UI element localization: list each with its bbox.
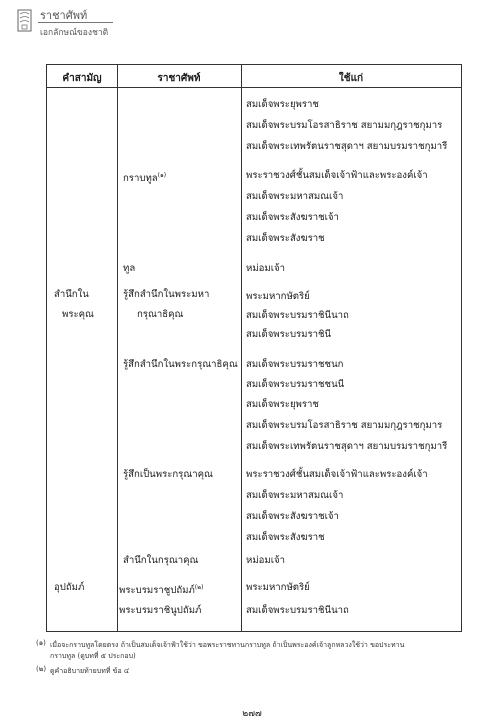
column-divider bbox=[241, 65, 242, 631]
usage-line: สมเด็จพระบรมราชินี bbox=[246, 329, 332, 340]
header-divider bbox=[38, 22, 113, 23]
usage-line: สมเด็จพระเทพรัตนราชสุดาฯ สยามบรมราชกุมารี bbox=[246, 441, 448, 452]
footnote-text: ดูคำอธิบายท้ายบทที่ ข้อ ๔ bbox=[50, 667, 130, 675]
usage-line: พระราชวงศ์ชั้นสมเด็จเจ้าฟ้าและพระองค์เจ้า bbox=[246, 469, 428, 480]
royal-term: สำนึกในกรุณาคุณ bbox=[123, 555, 199, 566]
usage-line: หม่อมเจ้า bbox=[246, 555, 286, 566]
usage-line: สมเด็จพระสังฆราชเจ้า bbox=[246, 212, 339, 223]
usage-line: พระมหากษัตริย์ bbox=[246, 291, 310, 302]
royal-vocabulary-table bbox=[46, 64, 462, 632]
book-subtitle: เอกลักษณ์ของชาติ bbox=[40, 28, 109, 38]
column-header-usage: ใช้แก่ bbox=[338, 73, 364, 84]
page-number: ๒๗๗ bbox=[242, 709, 262, 719]
column-header-common: คำสามัญ bbox=[62, 73, 102, 84]
royal-term: พระบรมราชูปถัมภ์$^{(๒)}$ bbox=[119, 584, 204, 597]
usage-line: สมเด็จพระมหาสมณเจ้า bbox=[246, 490, 344, 501]
footnote-mark: (๑) bbox=[36, 639, 46, 647]
royal-term: กรุณาธิคุณ bbox=[137, 309, 184, 320]
royal-term: กราบทูล$^{(๑)}$ bbox=[123, 172, 167, 185]
usage-line: สมเด็จพระยุพราช bbox=[246, 99, 319, 110]
footnote-text: เมื่อจะกราบทูลโดยตรง ถ้าเป็นสมเด็จเจ้าฟ้าใช้ว่า ขอพระราชทานกราบทูล ถ้าเป็นพระองค์เจ้าลูกหลวงใช้ว่า ขอประทาน bbox=[50, 641, 405, 649]
usage-line: พระราชวงศ์ชั้นสมเด็จเจ้าฟ้าและพระองค์เจ้า bbox=[246, 170, 428, 181]
usage-line: สมเด็จพระบรมราชินีนาถ bbox=[246, 605, 349, 616]
usage-line: สมเด็จพระมหาสมณเจ้า bbox=[246, 191, 344, 202]
usage-line: สมเด็จพระสังฆราชเจ้า bbox=[246, 511, 339, 522]
usage-line: พระมหากษัตริย์ bbox=[246, 582, 310, 593]
royal-term: รู้สึกเป็นพระกรุณาคุณ bbox=[123, 469, 213, 480]
column-divider bbox=[117, 65, 118, 631]
royal-term: รู้สึกสำนึกในพระกรุณาธิคุณ bbox=[123, 359, 238, 370]
usage-line: สมเด็จพระเทพรัตนราชสุดาฯ สยามบรมราชกุมารี bbox=[246, 141, 448, 152]
column-header-royal: ราชาศัพท์ bbox=[157, 73, 201, 84]
usage-line: สมเด็จพระบรมราชินีนาถ bbox=[246, 310, 349, 321]
usage-line: สมเด็จพระสังฆราช bbox=[246, 532, 325, 543]
footnote-ref: (๑) bbox=[157, 172, 167, 179]
usage-line: สมเด็จพระบรมโอรสาธิราช สยามมกุฎราชกุมาร bbox=[246, 120, 443, 131]
footnote bbox=[36, 666, 476, 677]
book-title: ราชาศัพท์ bbox=[40, 9, 88, 22]
common-term: พระคุณ bbox=[62, 309, 94, 320]
royal-term: รู้สึกสำนึกในพระมหา bbox=[123, 289, 210, 300]
book-logo-icon bbox=[16, 8, 34, 34]
usage-line: สมเด็จพระสังฆราช bbox=[246, 233, 325, 244]
footnotes bbox=[36, 640, 476, 677]
footnote-text: กราบทูล (ดูบทที่ ๕ ประกอบ) bbox=[50, 652, 136, 660]
usage-line: สมเด็จพระยุพราช bbox=[246, 399, 319, 410]
footnote-ref: (๒) bbox=[194, 584, 204, 591]
usage-line: สมเด็จพระบรมโอรสาธิราช สยามมกุฎราชกุมาร bbox=[246, 420, 443, 431]
royal-term: ทูล bbox=[123, 263, 136, 274]
footnote bbox=[36, 640, 476, 662]
header-row-divider bbox=[47, 87, 461, 88]
common-term: สำนึกใน bbox=[54, 289, 89, 300]
common-term: อุปถัมภ์ bbox=[54, 582, 85, 593]
royal-term: พระบรมราชินูปถัมภ์ bbox=[119, 605, 202, 616]
usage-line: หม่อมเจ้า bbox=[246, 263, 286, 274]
usage-line: สมเด็จพระบรมราชชนนี bbox=[246, 379, 345, 390]
footnote-mark: (๒) bbox=[36, 665, 47, 673]
usage-line: สมเด็จพระบรมราชชนก bbox=[246, 359, 344, 370]
